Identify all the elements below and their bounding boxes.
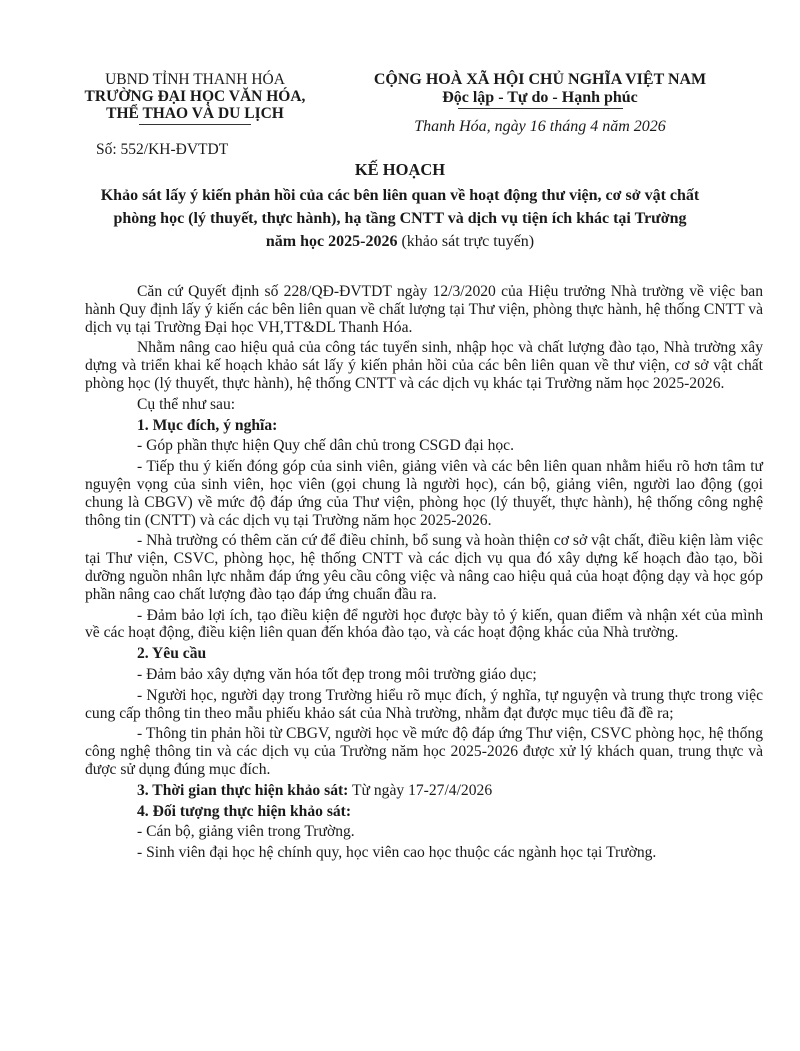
agency-name: UBND TỈNH THANH HÓA xyxy=(105,71,285,88)
section-1-item: - Góp phần thực hiện Quy chế dân chủ trong CSGD đại học. xyxy=(137,437,514,455)
issuer-block xyxy=(60,71,330,125)
nation-name: CỘNG HOÀ XÃ HỘI CHỦ NGHĨA VIỆT NAM xyxy=(373,71,707,88)
school-name-line2: THỂ THAO VÀ DU LỊCH xyxy=(106,105,284,122)
paragraph-specifics: Cụ thể như sau: xyxy=(137,395,236,413)
section-2-heading: 2. Yêu cầu xyxy=(137,645,207,663)
section-2-item: - Người học, người dạy trong Trường hiểu rõ mục đích, ý nghĩa, tự nguyện và trung thực trong việc cung cấp thông tin theo mẫu phiếu khảo sát của Nhà trường, nhằm đạt được mục tiêu đã đề ra; xyxy=(85,686,763,722)
section-3-heading xyxy=(85,782,763,800)
subtitle-line3 xyxy=(40,230,760,253)
subtitle-mode: (khảo sát trực tuyến) xyxy=(397,233,535,250)
section-1-heading: 1. Mục đích, ý nghĩa: xyxy=(137,416,278,434)
national-motto: Độc lập - Tự do - Hạnh phúc xyxy=(442,89,638,106)
document-body xyxy=(85,283,763,865)
section-1-item: - Tiếp thu ý kiến đóng góp của sinh viên, giảng viên và các bên liên quan nhằm hiểu rõ hơn tâm tư nguyện vọng của sinh viên, học viên (gọi chung là người học), cán bộ, giảng viên, người lao động (gọi chung là CBGV) về mức độ đáp ứng của Thư viện, phòng học (lý thuyết, thực hành), hệ thống công nghệ thông tin (CNTT) và các dịch vụ tại Trường năm học 2025-2026. xyxy=(85,458,763,529)
school-name-line1: TRƯỜNG ĐẠI HỌC VĂN HÓA, xyxy=(84,88,306,105)
subtitle-line2: phòng học (lý thuyết, thực hành), hạ tầng CNTT và dịch vụ tiện ích khác tại Trường xyxy=(113,210,687,227)
section-1-item: - Đảm bảo lợi ích, tạo điều kiện để người học được bày tỏ ý kiến, quan điểm và nhận xét của mình về các hoạt động, điều kiện liên quan đến khóa đào tạo, và các hoạt động khác của Nhà trường. xyxy=(85,606,763,642)
subtitle-line1: Khảo sát lấy ý kiến phản hồi của các bên liên quan về hoạt động thư viện, cơ sở vật chất xyxy=(100,187,700,204)
section-3-value: Từ ngày 17-27/4/2026 xyxy=(348,781,493,799)
section-4-heading: 4. Đối tượng thực hiện khảo sát: xyxy=(137,802,352,820)
paragraph-purpose-intro: Nhằm nâng cao hiệu quả của công tác tuyển sinh, nhập học và chất lượng đào tạo, Nhà trường xây dựng và triển khai kế hoạch khảo sát lấy ý kiến phản hồi của các bên liên quan về thư viện, cơ sở vật chất phòng học (lý thuyết, thực hành), hệ thống CNTT và các dịch vụ khác tại Trường năm học 2025-2026. xyxy=(85,339,763,392)
section-2-item: - Đảm bảo xây dựng văn hóa tốt đẹp trong môi trường giáo dục; xyxy=(137,665,537,683)
motto-divider xyxy=(458,108,623,109)
place-date: Thanh Hóa, ngày 16 tháng 4 năm 2026 xyxy=(414,118,666,135)
section-4-item: - Sinh viên đại học hệ chính quy, học viên cao học thuộc các ngành học tại Trường. xyxy=(137,844,657,862)
document-number: Số: 552/KH-ĐVTDT xyxy=(96,141,229,158)
document-subtitle xyxy=(40,184,760,253)
section-1-item: - Nhà trường có thêm căn cứ để điều chỉnh, bổ sung và hoàn thiện cơ sở vật chất, điều kiện làm việc tại Thư viện, CSVC, phòng học, hệ thống CNTT và các dịch vụ qua đó xây dựng kế hoạch đào tạo, bồi dưỡng nguồn nhân lực nhằm đáp ứng yêu cầu công việc và nâng cao hiệu quả của hoạt động dạy và học góp phần nâng cao chất lượng đào tạo đáp ứng chuẩn đầu ra. xyxy=(85,532,763,603)
subtitle-year: năm học 2025-2026 xyxy=(265,233,398,250)
issuer-divider xyxy=(139,124,251,125)
document-title: KẾ HOẠCH xyxy=(354,160,446,179)
section-3-label: 3. Thời gian thực hiện khảo sát: xyxy=(137,781,349,799)
section-4-item: - Cán bộ, giảng viên trong Trường. xyxy=(137,823,355,841)
national-heading xyxy=(345,71,735,109)
section-2-item: - Thông tin phản hồi từ CBGV, người học về mức độ đáp ứng Thư viện, CSVC phòng học, hệ thống công nghệ thông tin và các dịch vụ của Trường năm học 2025-2026 được xử lý khách quan, trung thực và được sử dụng đúng mục đích. xyxy=(85,725,763,778)
paragraph-basis: Căn cứ Quyết định số 228/QĐ-ĐVTDT ngày 12/3/2020 của Hiệu trưởng Nhà trường về việc ban hành Quy định lấy ý kiến các bên liên quan về chất lượng tại Thư viện, phòng thực hành, hệ thống CNTT và dịch vụ tại Trường Đại học VH,TT&DL Thanh Hóa. xyxy=(85,283,763,336)
